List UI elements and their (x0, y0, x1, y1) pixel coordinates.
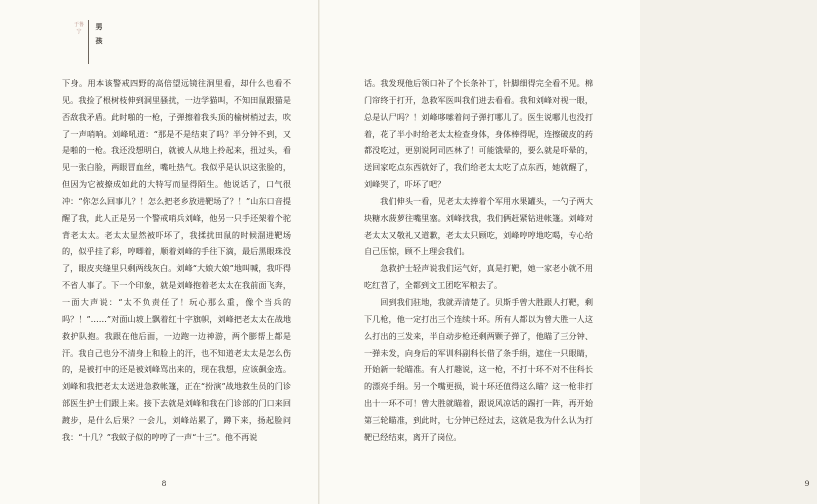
page-number: 9 (804, 479, 810, 488)
paragraph: 话。我发现他后领口补了个长条补丁，针脚细得完全看不见。棉门帘终于打开，急救军医叫我们进去看看。我和刘峰对视一眼，总是认尸吗？！刘峰哆嗦着问子弹打哪儿了。医生说哪儿也没打着，花了半小时给老太太检查身体，身体棒得呢，连擦破皮的药都没吃过，更别说阿司匹林了！可能饿晕的，要么就是吓晕的，送回家吃点东西就好了，我们给老太太吃了点东西，她就醒了，刘峰哭了，吓坏了吧？ (364, 78, 593, 190)
right-page (320, 0, 810, 504)
left-page-text (62, 75, 291, 446)
paragraph: 我们伸头一看，见老太太捧着个军用水果罐头，一勺子两大块糖水菠萝往嘴里塞。刘峰找我，我们俩赶紧钻进帐篷。刘峰对老太太又敬礼又道歉，老太太只顾吃，刘峰哼哼地吃喝，专心给自己压惊，顾不上理会我们。 (364, 195, 593, 257)
left-page (0, 0, 320, 504)
running-head-title: 男孩 (95, 22, 103, 45)
paragraph: 回到我们驻地，我就弄清楚了。贝斯手曾大胜跟人打靶，剩下几枪，他一定打出三个连续十环。所有人都以为曾大胜一人这么打出的三发来，半自动步枪还剩两颗子弹了，他瞄了三分钟、一弹未发，向身后的军训科副科长借了条手绢，遮住一只眼睛，开始新一轮瞄准。有人打趣说，这一枪，不打十环不对不住科长的漂亮手绢。另一个嘴更损，说十环还值得这么瞄？这一枪非打出十一环不可！曾大胜就瞄着，跟说风凉话的踢打一阵，再开始第三轮瞄准，到此时，七分钟已经过去，这就是我为什么认为打靶已经结束，离开了岗位。 (364, 296, 593, 442)
paragraph: 急救护士轻声说我们运气好，真是打靶，她一家老小就不用吃红苕了，全都到文工团吃军粮去了。 (364, 263, 593, 291)
running-head-author: 于鲁宁 (74, 22, 85, 35)
right-page-text (364, 75, 593, 446)
paragraph: 下身。用本该警戒四野的高倍望远镜往洞里看，却什么也看不见。我捡了根树枝伸到洞里骚扰，一边学猫叫，不知田鼠跟猫是否敌我矛盾。此时啪的一枪，子弹擦着我头顶的榆树梢过去，吹了一声哨响。刘峰吼道：“那是不是结束了吗？半分钟不到，又是啪的一枪。我还没想明白，就被人从地上拎起来，扭过头，看见一张白脸，两眼冒血丝，嘴吐热气。我似乎是认识这张脸的，但因为它被撩成如此的大特写而显得陌生。他说话了，口气很冲：“你怎么回事儿？！怎么把老乡放进靶场了？！”山东口音提醒了我，此人正是另一个警戒哨兵刘峰，他另一只手还架着个驼背老太太。老太太显然被吓坏了，我揉扰田鼠的时候溜进靶场的，似乎挂了彩，哼唧着，顺着刘峰的手往下滴，最后黑眼珠没了，眼皮夹缝里只剩两线灰白。刘峰“大娘大娘”地叫喊，我吓得不省人事了。下一个印象，就是刘峰抱着老太太在我前面飞奔，一面大声说：“太不负责任了！玩心那么重，像个当兵的吗？！”……”对面山坡上飘着红十字旗帜，刘峰把老太太在战地救护队抱。我跟在他后面，一边跑一边神游，两个膨帮上都是汗。我自己也分不清身上和脸上的汗，也不知道老太太是怎么伤的，是被打中的还是被刘峰骂出来的，现在我想，应该飙金选。刘峰和我把老太太送进急救帐篷，正在“扮演”战地救生员的门诊部医生护士们跟上来。接下去就是刘峰和我在门诊部的门口来回踱步，是什么后果？一会儿，刘峰站累了，蹲下来，扬起脸问我：“十几？”我蚊子似的哼哼了一声“十三”。他不再说 (62, 78, 291, 442)
running-head (74, 18, 114, 78)
running-head-rule (88, 20, 89, 64)
page-number: 8 (161, 479, 167, 488)
